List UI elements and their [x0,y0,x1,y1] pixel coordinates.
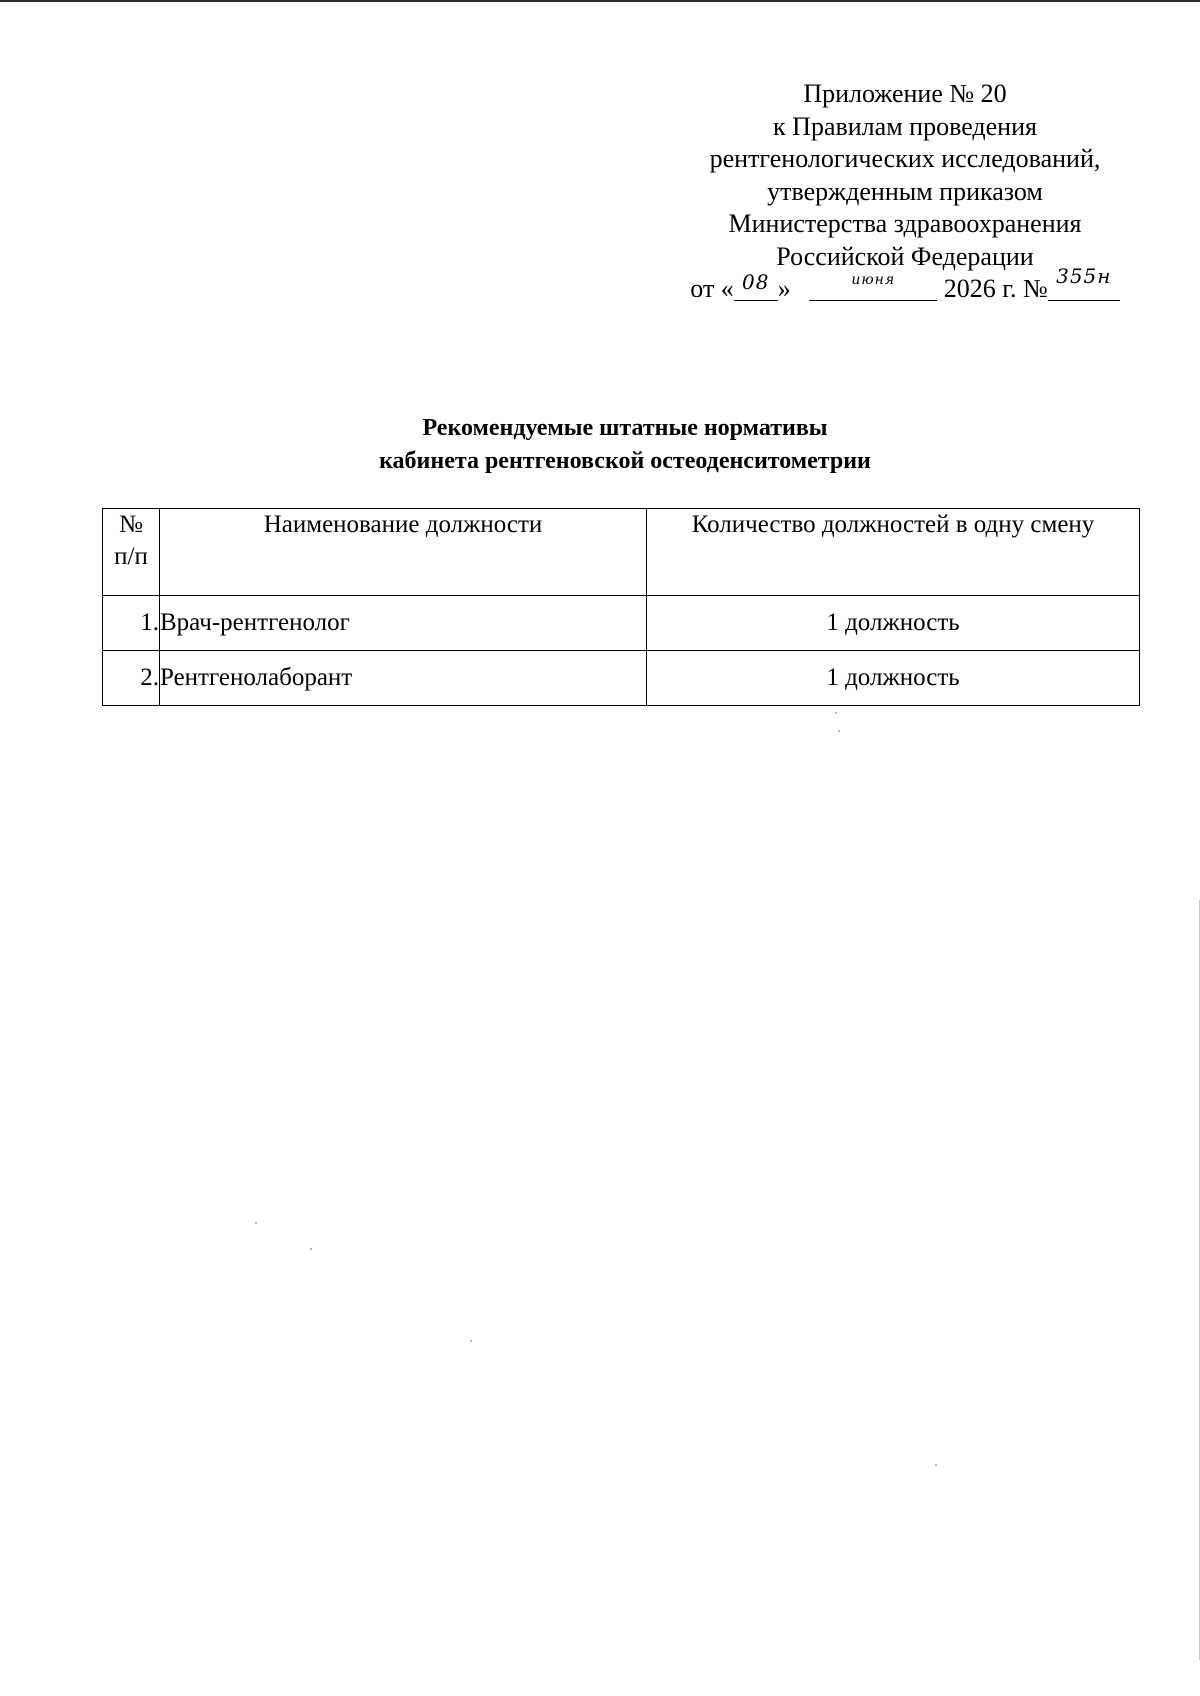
order-number-field [1048,263,1120,301]
scan-speck [835,712,837,714]
document-title [0,412,1200,478]
scan-speck [310,1248,312,1250]
position-name: Врач-рентгенолог [160,596,647,651]
scan-speck [935,1464,937,1466]
order-date-line [680,263,1130,306]
position-count: 1 должность [647,651,1140,706]
row-number: 1. [103,596,160,651]
table-header-row [103,509,1140,596]
header-number-sign: № [119,511,143,538]
appendix-header [680,78,1130,306]
scan-edge [0,0,1200,2]
header-number-abbr: п/п [114,543,148,570]
header-position-name: Наименование должности [160,509,647,596]
handwritten-order-number: 355н [1056,263,1112,288]
position-name: Рентгенолаборант [160,651,647,706]
staffing-table [102,508,1140,706]
month-field [809,271,937,301]
table-row [103,596,1140,651]
position-count: 1 должность [647,596,1140,651]
header-number [103,509,160,596]
scan-speck [838,730,840,732]
day-field [734,269,778,301]
handwritten-month: июня [851,271,896,288]
table-row [103,651,1140,706]
date-prefix: от « [690,274,734,303]
appendix-text-line: рентгенологических исследований, [709,144,1101,173]
date-year: 2026 г. № [943,274,1048,303]
header-position-count: Количество должностей в одну смену [647,509,1140,596]
scan-speck [470,1340,472,1342]
appendix-text-line: к Правилам проведения [773,111,1037,141]
handwritten-day: 08 [742,269,770,294]
appendix-text-line: Российской Федерации [776,241,1034,271]
title-line: Рекомендуемые штатные нормативы [422,415,828,441]
appendix-text-line: Министерства здравоохранения [728,209,1082,238]
row-number: 2. [103,651,160,706]
title-line: кабинета рентгеновской остеоденситометрии [379,448,871,474]
appendix-text-line: утвержденным приказом [767,176,1043,206]
scan-speck [255,1222,257,1224]
date-quote: » [777,274,791,303]
appendix-number: Приложение № 20 [803,79,1007,108]
